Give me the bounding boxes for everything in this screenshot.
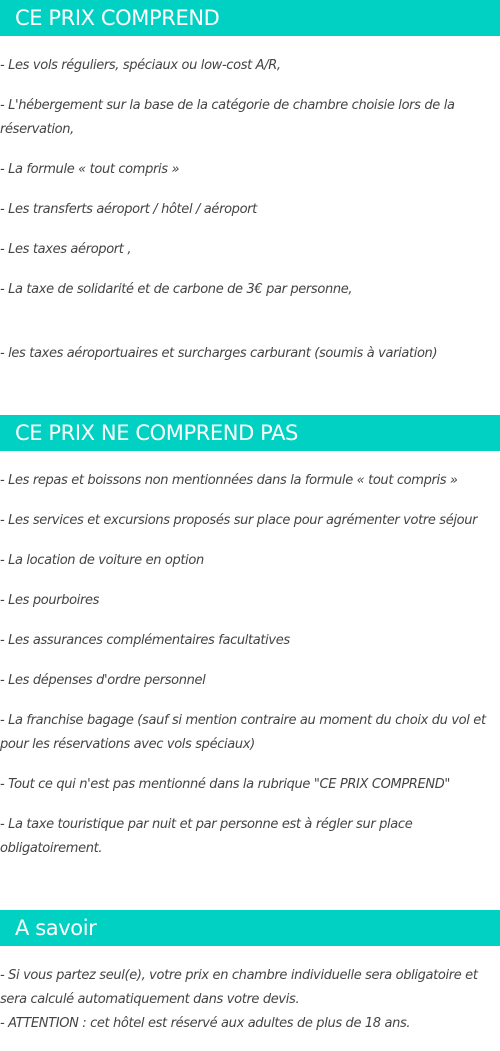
not-included-item: - Les dépenses d'ordre personnel <box>0 673 206 688</box>
included-item: - les taxes aéroportuaires et surcharges carburant (soumis à variation) <box>0 346 438 361</box>
not-included-item: - Les repas et boissons non mentionnées dans la formule « tout compris » <box>0 473 458 488</box>
not-included-item: - La location de voiture en option <box>0 553 204 568</box>
good-to-know-item: - Si vous partez seul(e), votre prix en chambre individuelle sera obligatoire et sera calculé automatiquement dans votre devis. <box>0 968 478 1007</box>
not-included-item: - Les pourboires <box>0 593 100 608</box>
not-included-item: - Les services et excursions proposés sur place pour agrémenter votre séjour <box>0 513 478 528</box>
included-item: - Les taxes aéroport , <box>0 242 132 257</box>
good-to-know-item: - ATTENTION : cet hôtel est réservé aux adultes de plus de 18 ans. <box>0 1016 411 1031</box>
included-item: - La formule « tout compris » <box>0 162 180 177</box>
included-item: - La taxe de solidarité et de carbone de 3€ par personne, <box>0 282 353 297</box>
included-item: - L'hébergement sur la base de la catégorie de chambre choisie lors de la réservation, <box>0 98 455 137</box>
not-included-item: - Les assurances complémentaires facultatives <box>0 633 290 648</box>
section-header-included: CE PRIX COMPREND <box>0 0 500 36</box>
included-item: - Les vols réguliers, spéciaux ou low-cost A/R, <box>0 58 281 73</box>
not-included-item: - La franchise bagage (sauf si mention contraire au moment du choix du vol et pour les réservations avec vols spéciaux) <box>0 713 486 752</box>
section-header-not-included: CE PRIX NE COMPREND PAS <box>0 415 500 451</box>
not-included-item: - La taxe touristique par nuit et par personne est à régler sur place obligatoirement. <box>0 817 413 856</box>
not-included-item: - Tout ce qui n'est pas mentionné dans la rubrique "CE PRIX COMPREND" <box>0 777 451 792</box>
section-header-good-to-know: A savoir <box>0 910 500 946</box>
included-item: - Les transferts aéroport / hôtel / aéroport <box>0 202 257 217</box>
